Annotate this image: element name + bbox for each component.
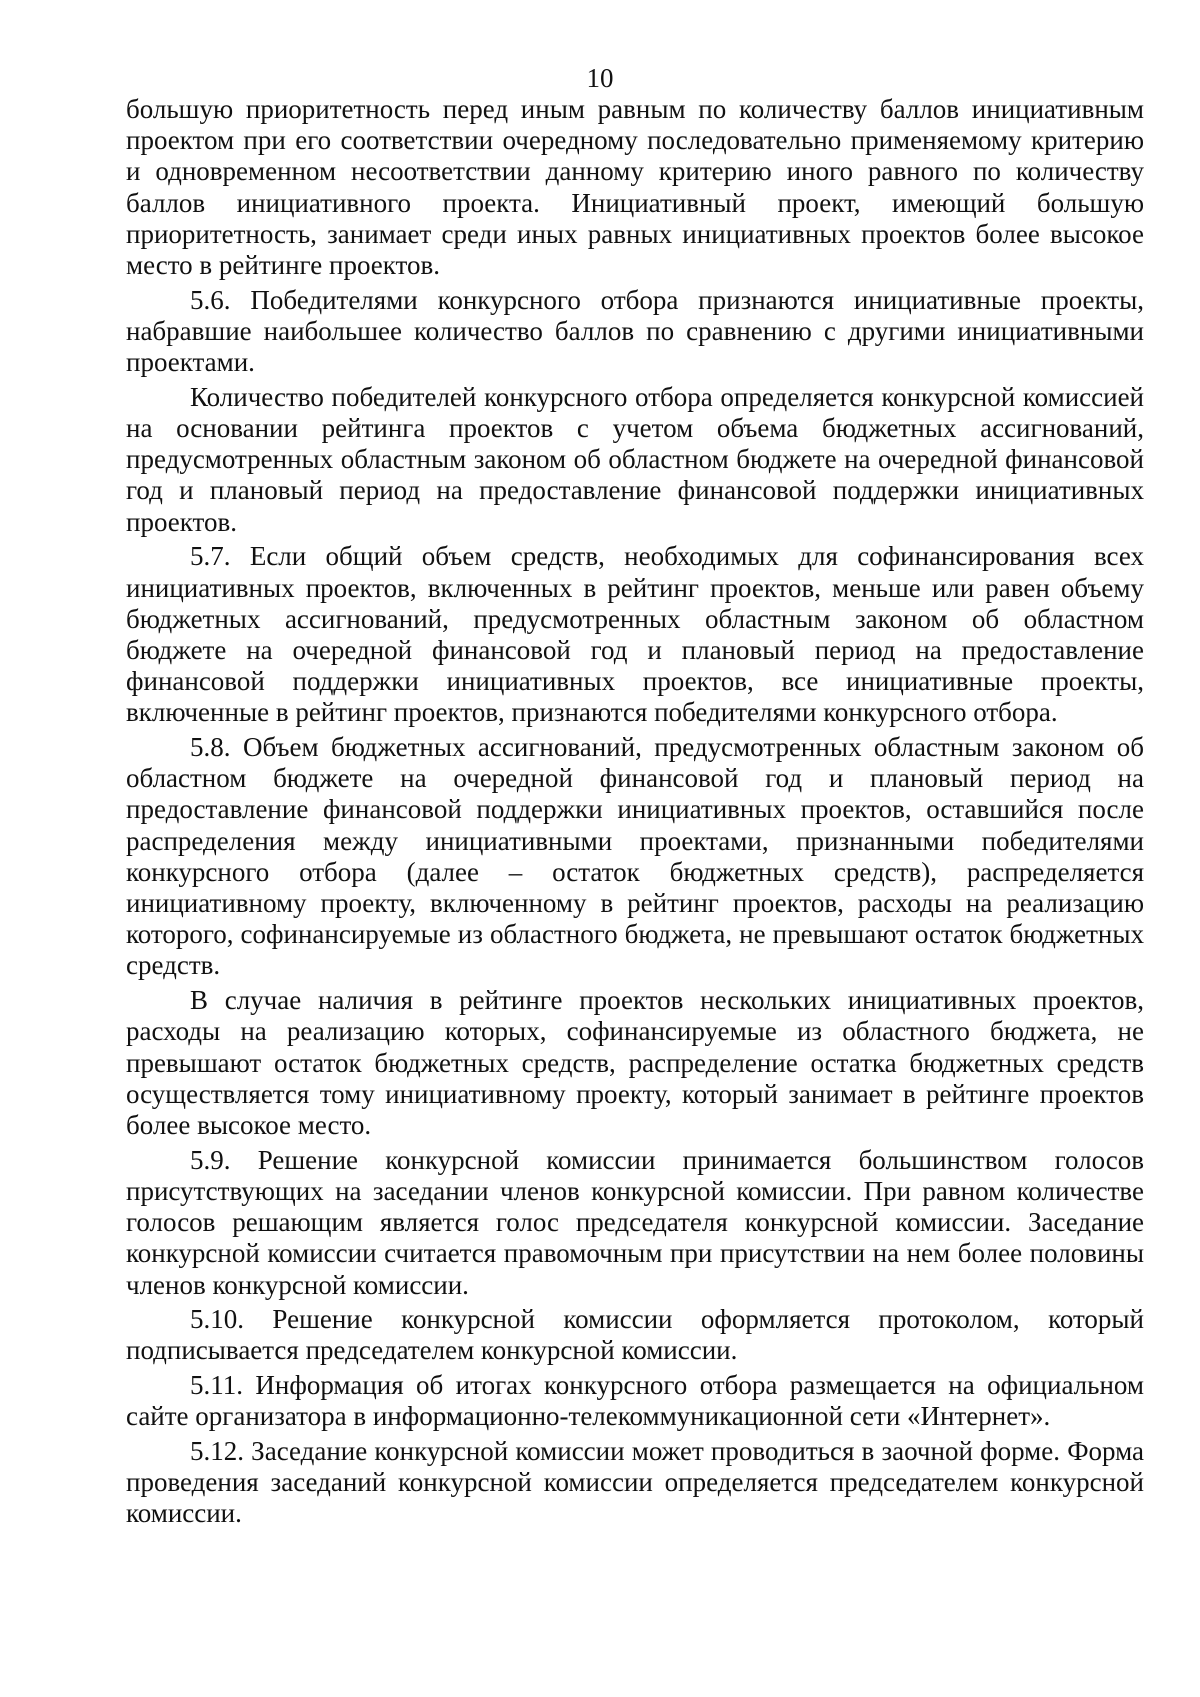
paragraph-continuation: большую приоритетность перед иным равным по количеству баллов инициативным проектом при его соответствии очередному последовательно применяемому критерию и одновременном несоответствии данному критерию иного равного по количеству баллов инициативного проекта. Инициативный проект, имеющий большую приоритетность, занимает среди иных равных инициативных проектов более высокое место в рейтинге проектов. bbox=[126, 94, 1144, 281]
page-number: 10 bbox=[586, 63, 614, 93]
paragraph-5-10: 5.10. Решение конкурсной комиссии оформляется протоколом, который подписывается председателем конкурсной комиссии. bbox=[126, 1304, 1144, 1366]
paragraph-5-8: 5.8. Объем бюджетных ассигнований, предусмотренных областным законом об областном бюджете на очередной финансовой год и плановый период на предоставление финансовой поддержки инициативных проектов, оставшийся после распределения между инициативными проектами, признанными победителями конкурсного отбора (далее – остаток бюджетных средств), распределяется инициативному проекту, включенному в рейтинг проектов, расходы на реализацию которого, софинансируемые из областного бюджета, не превышают остаток бюджетных средств. bbox=[126, 732, 1144, 981]
paragraph-5-8-remainder: В случае наличия в рейтинге проектов нескольких инициативных проектов, расходы на реализацию которых, софинансируемые из областного бюджета, не превышают остаток бюджетных средств, распределение остатка бюджетных средств осуществляется тому инициативному проекту, который занимает в рейтинге проектов более высокое место. bbox=[126, 985, 1144, 1140]
paragraph-5-6-winners-count: Количество победителей конкурсного отбора определяется конкурсной комиссией на основании рейтинга проектов с учетом объема бюджетных ассигнований, предусмотренных областным законом об областном бюджете на очередной финансовой год и плановый период на предоставление финансовой поддержки инициативных проектов. bbox=[126, 381, 1144, 537]
document-body bbox=[126, 94, 1144, 1530]
paragraph-5-9: 5.9. Решение конкурсной комиссии принимается большинством голосов присутствующих на заседании членов конкурсной комиссии. При равном количестве голосов решающим является голос председателя конкурсной комиссии. Заседание конкурсной комиссии считается правомочным при присутствии на нем более половины членов конкурсной комиссии. bbox=[126, 1144, 1144, 1300]
paragraph-5-7: 5.7. Если общий объем средств, необходимых для софинансирования всех инициативных проектов, включенных в рейтинг проектов, меньше или равен объему бюджетных ассигнований, предусмотренных областным законом об областном бюджете на очередной финансовой год и плановый период на предоставление финансовой поддержки инициативных проектов, все инициативные проекты, включенные в рейтинг проектов, признаются победителями конкурсного отбора. bbox=[126, 541, 1144, 728]
paragraph-5-6: 5.6. Победителями конкурсного отбора признаются инициативные проекты, набравшие наибольшее количество баллов по сравнению с другими инициативными проектами. bbox=[126, 284, 1144, 378]
paragraph-5-11: 5.11. Информация об итогах конкурсного отбора размещается на официальном сайте организатора в информационно-телекоммуникационной сети «Интернет». bbox=[126, 1370, 1144, 1432]
paragraph-5-12: 5.12. Заседание конкурсной комиссии может проводиться в заочной форме. Форма проведения заседаний конкурсной комиссии определяется председателем конкурсной комиссии. bbox=[126, 1436, 1144, 1529]
